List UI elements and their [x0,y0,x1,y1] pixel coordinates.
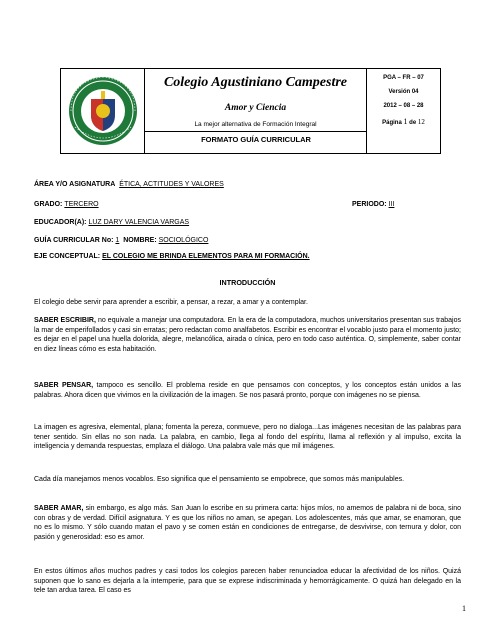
intro-paragraph-amar: SABER AMAR, sin embargo, es algo más. San Juan lo escribe en su primera carta: hijos míos, no amemos de palabra ni de boca, sino con obras y de verdad. Difícil asignatura. Y es que los niños no aman, se apegan. Los adolescentes, más que amar, se enamoran, que no es lo mismo. Y sólo cuando matan el pavo y se comen están en condiciones de entregarse, de desvivirse, con ternura y dolor, con pasión y generosidad: eso es amor. [34,505,461,541]
doc-page: Página 1 de 12 [382,117,425,126]
format-title: FORMATO GUÍA CURRICULAR [201,135,311,144]
area-value: ÉTICA, ACTITUDES Y VALORES [119,181,224,188]
educador-value: LUZ DARY VALENCIA VARGAS [88,219,190,226]
intro-title: INTRODUCCIÓN [219,278,276,287]
intro-paragraph-vocablos: Cada día manejamos menos vocablos. Eso significa que el pensamiento se empobrece, que somos más manipulables. [34,476,405,483]
grado-field: GRADO: TERCERO [34,201,99,208]
intro-paragraph-afectividad: En estos últimos años muchos padres y casi todos los colegios parecen haber renunciadoa educar la afectividad de los niños. Quizá suponen que lo sano es dejarla a la intemperie, para que se exprese indiscriminada y hemorrágicamente. O quizá han delegado en la tele tan ardua tarea. El caso es [34,568,461,595]
header-table [60,68,441,154]
doc-version: Versión 04 [388,89,419,95]
page-number: 1 [462,604,466,613]
school-tagline: La mejor alternativa de Formación Integral [194,121,317,128]
intro-paragraph-1: El colegio debe servir para aprender a escribir, a pensar, a rezar, a amar y a contemplar. [34,299,308,306]
school-name: Colegio Agustiniano Campestre [163,75,348,90]
doc-date: 2012 – 08 – 28 [383,103,424,109]
intro-paragraph-imagen: La imagen es agresiva, elemental, plana; fomenta la pereza, conmueve, pero no dialoga...Las imágenes necesitan de las palabras para tener sentido. Sin ellas no son nada. La palabra, en cambio, llega al fondo del espíritu, llama al reflexión y al impulso, excita la inteligencia y demanda respuestas, emplaza el diálogo. Una palabra vale más que mil imágenes. [34,424,461,451]
school-seal-cell [61,69,145,153]
intro-paragraph-escribir: SABER ESCRIBIR, no equivale a manejar una computadora. En la era de la computadora, muchos universitarios presentan sus trabajos la mar de emperifollados y casi sin erratas; pero redactan como analfabetos. Escribir es encontrar el vocablo justo para el momento justo; es dejar en el papel una huella dolorida, alegre, melancólica, airada o cínica, pero en todo caso auténtica. O, simplemente, saber contar en diez líneas cómo es esta habitación. [34,317,461,353]
school-seal-icon [61,69,145,153]
school-motto: Amor y Ciencia [224,103,287,113]
periodo-field: PERIODO: III [352,201,395,208]
guia-value: 1 [115,237,120,244]
eje-field: EJE CONCEPTUAL: EL COLEGIO ME BRINDA ELEMENTOS PARA MI FORMACIÓN. [34,253,310,260]
nombre-value: SOCIOLÓGICO [158,237,209,244]
educador-field: EDUCADOR(A): LUZ DARY VALENCIA VARGAS [34,219,190,226]
area-field: ÁREA Y/O ASIGNATURA ÉTICA, ACTITUDES Y VALORES [34,181,224,188]
header-divider [145,131,367,132]
grado-value: TERCERO [64,201,99,208]
eje-value: EL COLEGIO ME BRINDA ELEMENTOS PARA MI FORMACIÓN. [102,253,310,260]
periodo-value: III [388,201,395,208]
document-meta [367,69,440,153]
intro-paragraph-pensar: SABER PENSAR, tampoco es sencillo. El problema reside en que pensamos con conceptos, y los conceptos están unidos a las palabras. Ahora dicen que vivimos en la civilización de la imagen. Se nos pasará pronto, porque con imágenes no se piensa. [34,382,461,399]
doc-code: PGA – FR – 07 [383,75,424,81]
guia-field: GUÍA CURRICULAR No: 1 NOMBRE: SOCIOLÓGICO [34,237,209,244]
header-center [145,69,367,153]
